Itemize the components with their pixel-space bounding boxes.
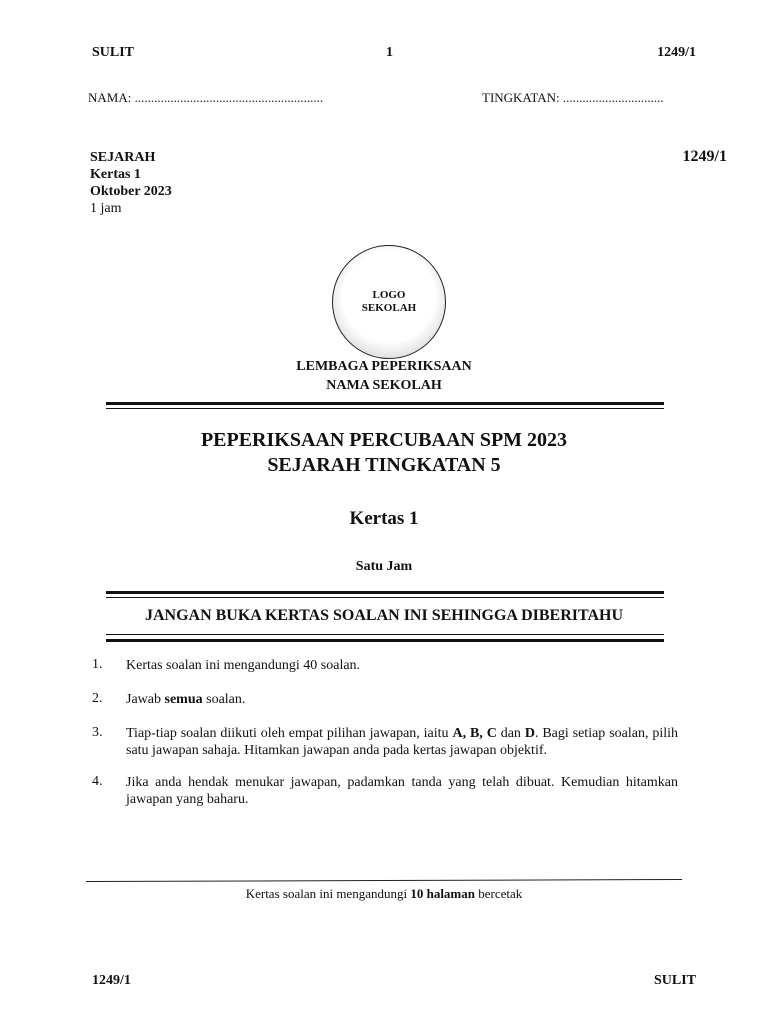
instruction-text: Kertas soalan ini mengandungi 40 soalan. [126,658,361,673]
instruction-text [126,691,678,708]
option-label: C [486,726,497,741]
instruction-number: 2. [92,691,103,706]
title-line-1: PEPERIKSAAN PERCUBAAN SPM 2023 [200,429,568,451]
note-emphasis: 10 halaman [410,886,475,901]
page-number: 1 [386,45,393,60]
exam-meta [90,149,172,217]
title-time: Satu Jam [355,559,413,574]
logo-label-1: LOGO [372,289,406,301]
school-logo [332,245,446,359]
board-line-1: LEMBAGA PEPERIKSAAN [296,359,472,374]
instruction-number: 3. [92,725,103,740]
instruction-text-part: Jawab [126,692,165,707]
title-paper: Kertas 1 [349,508,419,529]
instruction-number: 4. [92,774,103,789]
instruction-text-part: dan [496,726,525,741]
title-line-2: SEJARAH TINGKATAN 5 [267,454,501,476]
exam-date: Oktober 2023 [90,184,172,199]
exam-title [0,428,768,478]
exam-board [0,357,768,395]
divider-thin [106,597,664,598]
footer-classification: SULIT [653,973,696,988]
divider-thin [106,634,664,635]
divider-thin [106,408,664,409]
board-line-2: NAMA SEKOLAH [326,378,442,393]
divider-thick [106,591,664,594]
paper: Kertas 1 [90,167,141,182]
instruction-text-part: Tiap-tiap soalan diikuti oleh empat pilihan jawapan, iaitu [126,726,453,741]
header-classification: SULIT [92,45,135,60]
instruction-text [126,725,678,759]
note-text-part: Kertas soalan ini mengandungi [245,886,411,901]
footer-code: 1249/1 [92,973,131,988]
note-text-part: bercetak [475,886,523,901]
instruction-number: 1. [92,657,103,672]
option-label: A, [452,726,467,741]
page-count-note [0,886,768,902]
instruction-text-part: . Bagi setiap soalan, pilih satu jawapan sahaja. Hitamkan jawapan anda pada kertas jawapan objektif. [126,726,679,758]
divider-thick [106,639,664,642]
tingkatan-field: TINGKATAN: ............................... [482,90,664,105]
subject: SEJARAH [90,150,156,165]
paper-code: 1249/1 [682,148,727,165]
nama-field: NAMA: .......................................................... [88,90,324,105]
instruction-text-part: soalan. [202,692,246,707]
duration: 1 jam [90,201,122,216]
option-label: B, [469,726,483,741]
instruction-text: Jika anda hendak menukar jawapan, padamkan tanda yang telah dibuat. Kemudian hitamkan jawapan yang baharu. [126,775,678,807]
header-code: 1249/1 [657,45,696,60]
option-label: D [524,726,535,741]
divider-thick [106,402,664,405]
warning-text: JANGAN BUKA KERTAS SOALAN INI SEHINGGA DIBERITAHU [144,607,624,624]
instruction-emphasis: semua [164,692,203,707]
divider-thin [86,879,682,882]
logo-label-2: SEKOLAH [361,302,417,314]
